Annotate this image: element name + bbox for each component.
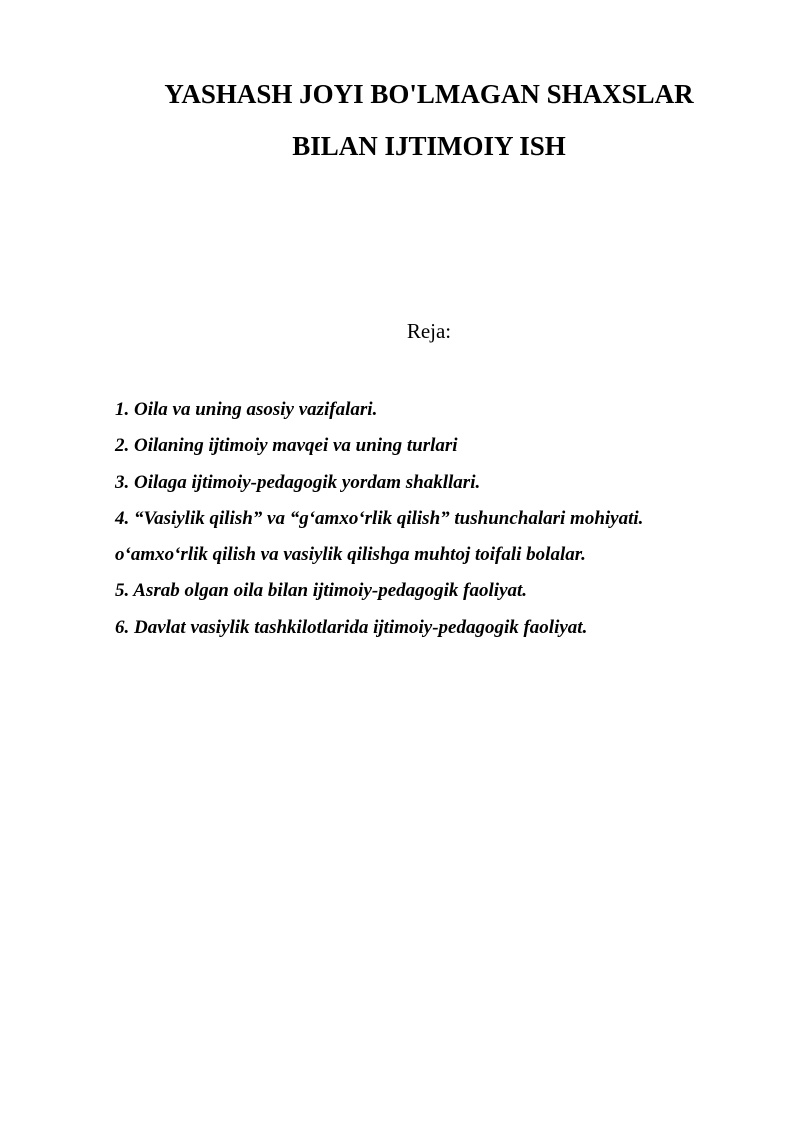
plan-list [115, 392, 643, 646]
plan-item-6: 6. Davlat vasiylik tashkilotlarida ijtimoiy-pedagogik faoliyat. [115, 616, 588, 638]
plan-item-3: 3. Oilaga ijtimoiy-pedagogik yordam shakllari. [115, 471, 481, 493]
plan-item-4: 4. “Vasiylik qilish” va “g‘amxo‘rlik qilish” tushunchalari mohiyati. [115, 507, 644, 529]
document-title-line-2: BILAN IJTIMOIY ISH [292, 131, 566, 161]
plan-item-5: 5. Asrab olgan oila bilan ijtimoiy-pedagogik faoliyat. [115, 580, 528, 602]
plan-item-2: 2. Oilaning ijtimoiy mavqei va uning turlari [115, 435, 458, 457]
plan-heading: Reja: [406, 319, 452, 343]
plan-item-4-continued: o‘amxo‘rlik qilish va vasiylik qilishga muhtoj toifali bolalar. [115, 544, 586, 566]
plan-item-1: 1. Oila va uning asosiy vazifalari. [115, 399, 378, 420]
document-title-line-1: YASHASH JOYI BO'LMAGAN SHAXSLAR [164, 79, 694, 109]
